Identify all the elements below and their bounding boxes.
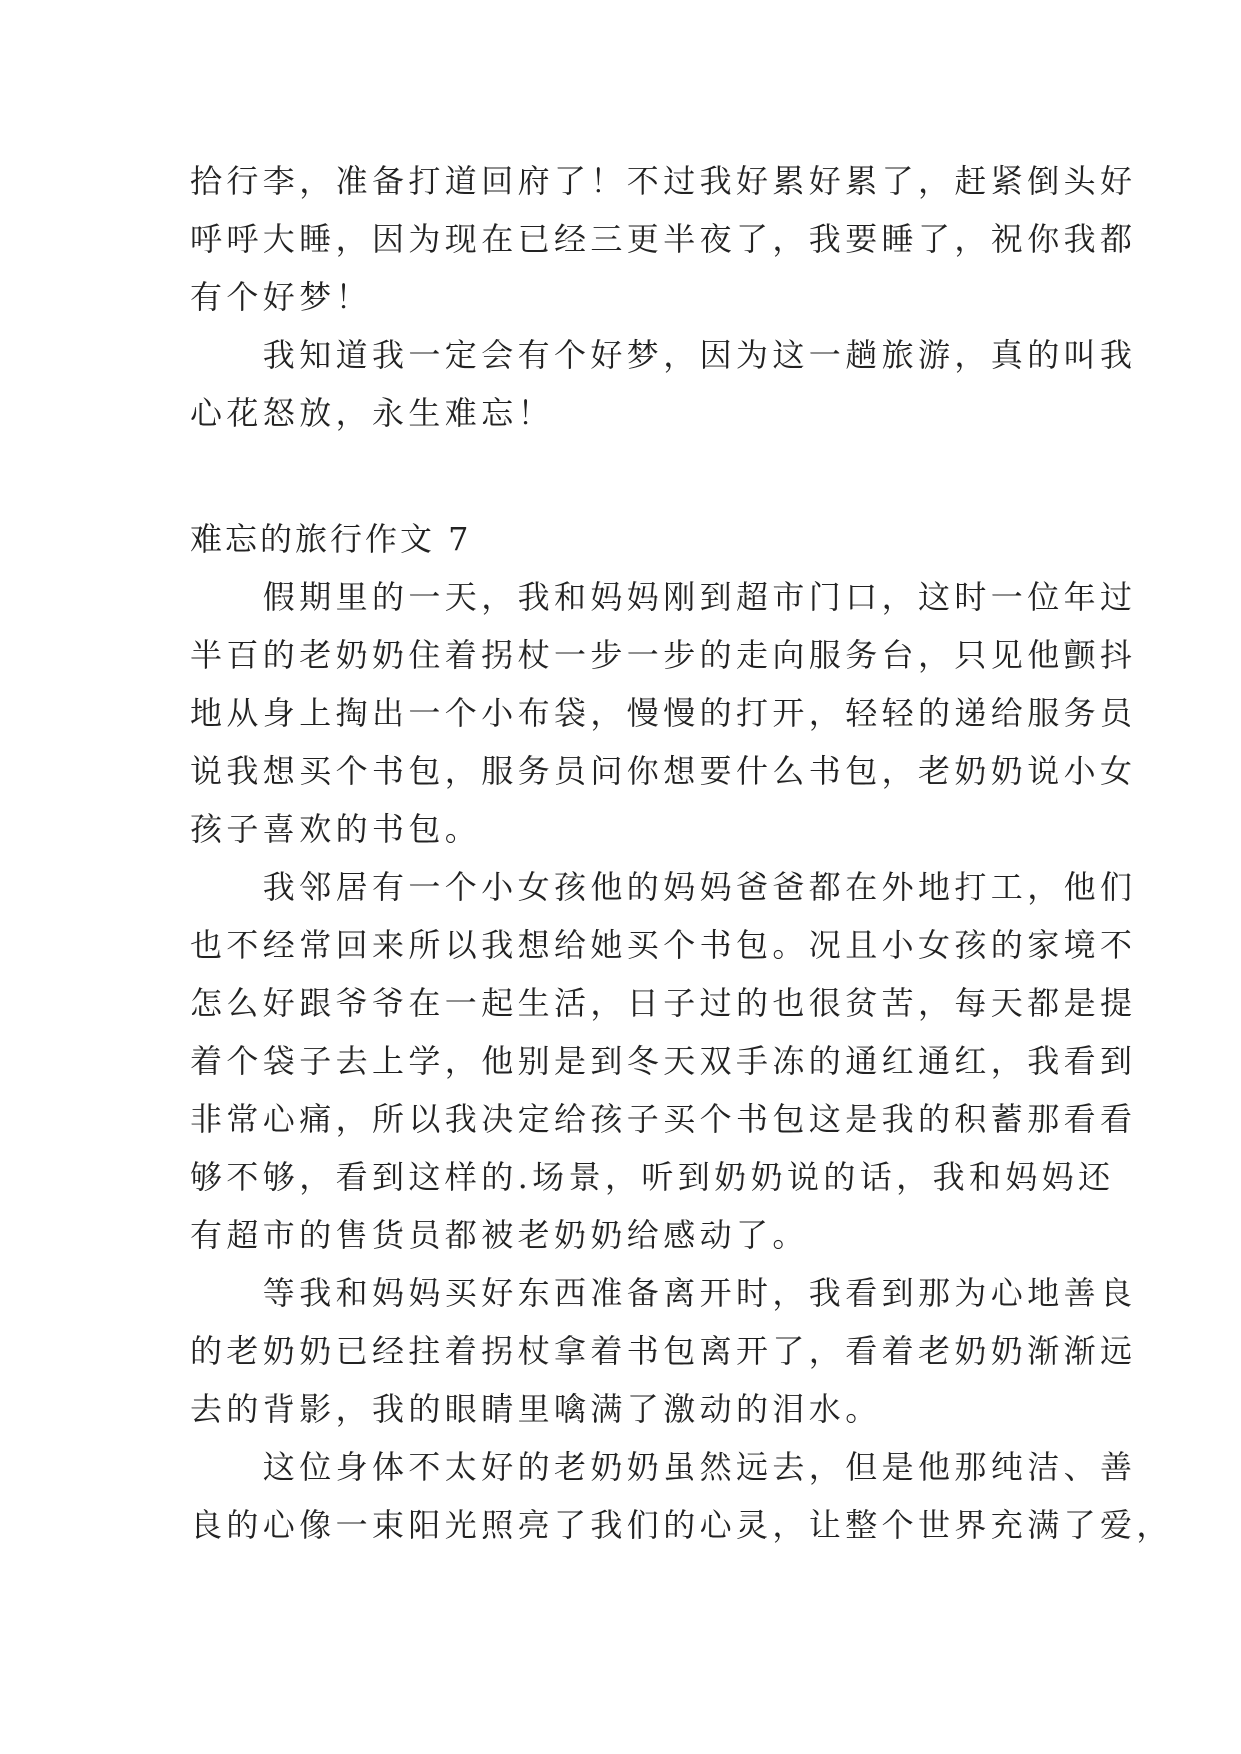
section-title: 难忘的旅行作文 7	[190, 520, 472, 558]
text-line: 我邻居有一个小女孩他的妈妈爸爸都在外地打工，他们	[190, 868, 1137, 906]
text-line: 心花怒放，永生难忘！	[190, 394, 555, 432]
text-line: 拾行李，准备打道回府了！不过我好累好累了，赶紧倒头好	[190, 162, 1137, 200]
text-line: 的老奶奶已经拄着拐杖拿着书包离开了，看着老奶奶渐渐远	[190, 1332, 1137, 1370]
text-line: 够不够，看到这样的.场景，听到奶奶说的话，我和妈妈还	[190, 1158, 1115, 1196]
text-line: 怎么好跟爷爷在一起生活，日子过的也很贫苦，每天都是提	[190, 984, 1137, 1022]
text-line: 非常心痛，所以我决定给孩子买个书包这是我的积蓄那看看	[190, 1100, 1137, 1138]
text-line: 等我和妈妈买好东西准备离开时，我看到那为心地善良	[190, 1274, 1137, 1312]
text-line: 也不经常回来所以我想给她买个书包。况且小女孩的家境不	[190, 926, 1137, 964]
text-line: 我知道我一定会有个好梦，因为这一趟旅游，真的叫我	[190, 336, 1137, 374]
text-line: 半百的老奶奶住着拐杖一步一步的走向服务台，只见他颤抖	[190, 636, 1137, 674]
text-line: 说我想买个书包，服务员问你想要什么书包，老奶奶说小女	[190, 752, 1137, 790]
text-line: 呼呼大睡，因为现在已经三更半夜了，我要睡了，祝你我都	[190, 220, 1137, 258]
text-line: 良的心像一束阳光照亮了我们的心灵，让整个世界充满了爱，	[190, 1506, 1173, 1544]
text-line: 去的背影，我的眼睛里噙满了激动的泪水。	[190, 1390, 882, 1428]
text-line: 假期里的一天，我和妈妈刚到超市门口，这时一位年过	[190, 578, 1137, 616]
text-line: 地从身上掏出一个小布袋，慢慢的打开，轻轻的递给服务员	[190, 694, 1137, 732]
text-line: 有个好梦！	[190, 278, 373, 316]
body-paragraphs	[190, 568, 1173, 1554]
text-line: 这位身体不太好的老奶奶虽然远去，但是他那纯洁、善	[190, 1448, 1137, 1486]
text-line: 有超市的售货员都被老奶奶给感动了。	[190, 1216, 809, 1254]
text-line: 孩子喜欢的书包。	[190, 810, 482, 848]
text-line: 着个袋子去上学，他别是到冬天双手冻的通红通红，我看到	[190, 1042, 1137, 1080]
intro-paragraphs	[190, 152, 1137, 442]
